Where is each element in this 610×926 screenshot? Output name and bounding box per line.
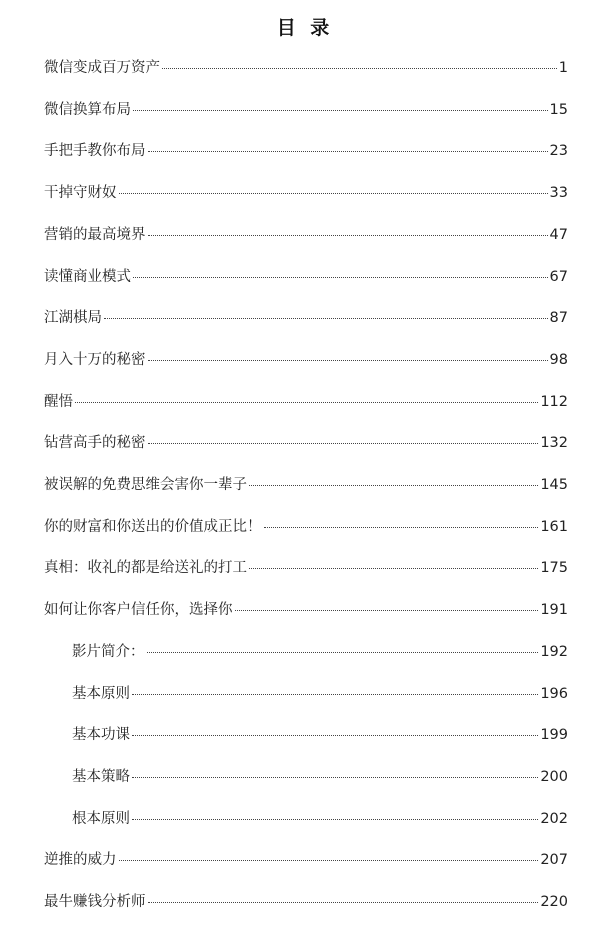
toc-entry[interactable] xyxy=(44,265,568,287)
toc-entry-title: 真相：收礼的都是给送礼的打工 xyxy=(44,560,247,577)
toc-entry-page-number: 175 xyxy=(540,560,568,577)
dot-leader xyxy=(104,318,548,319)
toc-entry-title: 手把手教你布局 xyxy=(44,143,146,160)
toc-entry-page-number: 33 xyxy=(549,185,568,202)
toc-entry-page-number: 200 xyxy=(540,768,568,785)
toc-entry-page-number: 220 xyxy=(540,894,568,910)
dot-leader xyxy=(162,68,557,69)
toc-entry[interactable] xyxy=(44,556,568,578)
toc-entry-title: 基本策略 xyxy=(72,768,130,785)
dot-leader xyxy=(132,735,538,736)
toc-entry-title: 被误解的免费思维会害你一辈子 xyxy=(44,477,247,493)
toc-entry[interactable] xyxy=(44,348,568,370)
toc-entry-title: 如何让你客户信任你，选择你 xyxy=(44,602,233,619)
toc-entry[interactable] xyxy=(72,640,568,662)
toc-entry-title: 江湖棋局 xyxy=(44,310,102,327)
toc-entry-page-number: 199 xyxy=(540,727,568,744)
toc-entry[interactable] xyxy=(44,890,568,912)
toc-entry-title: 读懂商业模式 xyxy=(44,268,131,285)
toc-entry-page-number: 98 xyxy=(549,351,568,368)
toc-entry-page-number: 87 xyxy=(549,310,568,327)
toc-entry-title: 醒悟 xyxy=(44,393,73,410)
toc-entry-page-number: 192 xyxy=(540,643,568,660)
toc-entry[interactable] xyxy=(44,98,568,120)
toc-entry-title: 营销的最高境界 xyxy=(44,226,146,243)
toc-entry-page-number: 161 xyxy=(540,518,568,535)
toc-entry-page-number: 23 xyxy=(549,143,568,160)
toc-entry-title: 钻营高手的秘密 xyxy=(44,435,146,452)
toc-entry[interactable] xyxy=(44,181,568,203)
toc-entry-page-number: 145 xyxy=(540,477,568,493)
toc-entry-page-number: 1 xyxy=(558,60,568,76)
toc-entry-page-number: 112 xyxy=(540,393,568,410)
dot-leader xyxy=(148,443,539,444)
toc-entry-page-number: 15 xyxy=(549,101,568,118)
toc-entry-title: 基本原则 xyxy=(72,685,130,702)
toc-entry[interactable] xyxy=(44,390,568,412)
dot-leader xyxy=(75,402,538,403)
toc-entry[interactable] xyxy=(72,765,568,787)
dot-leader xyxy=(249,485,538,486)
toc-entry-page-number: 132 xyxy=(540,435,568,452)
toc-entry-page-number: 202 xyxy=(540,810,568,827)
toc-entry-page-number: 191 xyxy=(540,602,568,619)
toc-entry-page-number: 67 xyxy=(549,268,568,285)
dot-leader xyxy=(249,568,538,569)
toc-entry-title: 微信变成百万资产 xyxy=(44,60,160,76)
dot-leader xyxy=(132,777,538,778)
toc-entry[interactable] xyxy=(72,807,568,829)
toc-entry[interactable] xyxy=(44,306,568,328)
toc-entry[interactable] xyxy=(44,431,568,453)
dot-leader xyxy=(148,902,539,903)
dot-leader xyxy=(133,110,548,111)
dot-leader xyxy=(148,151,548,152)
dot-leader xyxy=(133,277,548,278)
toc-entry[interactable] xyxy=(72,682,568,704)
toc-entry-page-number: 207 xyxy=(540,852,568,869)
dot-leader xyxy=(235,610,539,611)
toc-entry-title: 干掉守财奴 xyxy=(44,185,117,202)
toc-entry-title: 你的财富和你送出的价值成正比！ xyxy=(44,518,262,535)
dot-leader xyxy=(119,860,539,861)
toc-entry[interactable] xyxy=(44,848,568,870)
dot-leader xyxy=(148,360,548,361)
toc-entry[interactable] xyxy=(44,473,568,495)
toc-entry-page-number: 47 xyxy=(549,226,568,243)
toc-entry[interactable] xyxy=(72,723,568,745)
toc-entry[interactable] xyxy=(44,56,568,78)
page-title: 目 录 xyxy=(276,17,334,39)
dot-leader xyxy=(264,527,539,528)
dot-leader xyxy=(119,193,548,194)
toc-entry-title: 影片简介： xyxy=(72,643,145,660)
toc-entry-title: 最牛赚钱分析师 xyxy=(44,894,146,910)
toc-entry-title: 基本功课 xyxy=(72,727,130,744)
dot-leader xyxy=(147,652,539,653)
toc-entry[interactable] xyxy=(44,139,568,161)
dot-leader xyxy=(132,819,538,820)
toc-entry-title: 月入十万的秘密 xyxy=(44,351,146,368)
toc-entry-page-number: 196 xyxy=(540,685,568,702)
toc-entry[interactable] xyxy=(44,515,568,537)
dot-leader xyxy=(148,235,548,236)
toc-entry-title: 逆推的威力 xyxy=(44,852,117,869)
toc-entry-title: 根本原则 xyxy=(72,810,130,827)
toc-entry[interactable] xyxy=(44,598,568,620)
toc-entry-title: 微信换算布局 xyxy=(44,101,131,118)
dot-leader xyxy=(132,694,538,695)
toc-entry[interactable] xyxy=(44,223,568,245)
